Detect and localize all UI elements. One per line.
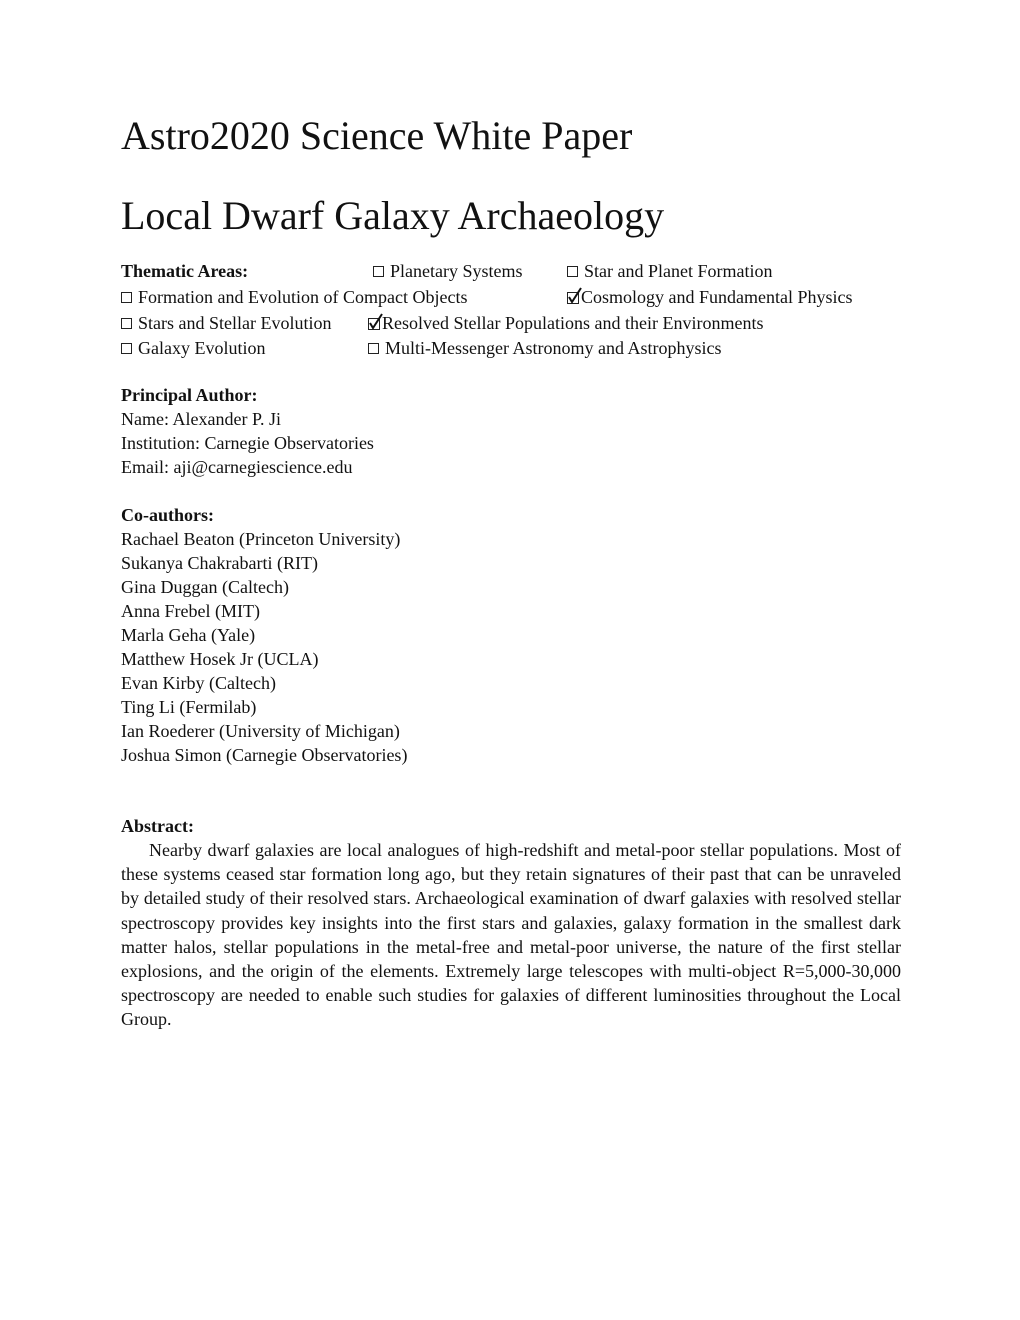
- coauthor-item: Ting Li (Fermilab): [121, 697, 257, 717]
- paper-title: Astro2020 Science White Paper: [121, 113, 633, 158]
- thematic-item-compact-objects[interactable]: Formation and Evolution of Compact Objects: [121, 288, 467, 306]
- coauthor-item: Evan Kirby (Caltech): [121, 673, 276, 693]
- thematic-item-galaxy-evolution[interactable]: Galaxy Evolution: [121, 339, 265, 357]
- principal-author-heading: Principal Author:: [121, 385, 258, 405]
- checkbox-unchecked-icon[interactable]: [373, 266, 384, 277]
- thematic-item-planetary-systems[interactable]: Planetary Systems: [373, 262, 523, 280]
- coauthor-item: Sukanya Chakrabarti (RIT): [121, 553, 318, 573]
- coauthor-item: Gina Duggan (Caltech): [121, 577, 289, 597]
- principal-author-name: Name: Alexander P. Ji: [121, 409, 281, 429]
- coauthor-item: Marla Geha (Yale): [121, 625, 256, 645]
- coauthor-item: Anna Frebel (MIT): [121, 601, 260, 621]
- checkbox-unchecked-icon[interactable]: [121, 292, 132, 303]
- checkbox-checked-icon[interactable]: [368, 316, 382, 330]
- coauthor-item: Matthew Hosek Jr (UCLA): [121, 649, 319, 669]
- coauthors-heading: Co-authors:: [121, 505, 214, 525]
- thematic-item-multi-messenger[interactable]: Multi-Messenger Astronomy and Astrophysics: [368, 339, 721, 357]
- principal-author-email: Email: aji@carnegiescience.edu: [121, 457, 353, 477]
- checkbox-unchecked-icon[interactable]: [368, 343, 379, 354]
- coauthor-item: Ian Roederer (University of Michigan): [121, 721, 400, 741]
- abstract-heading: Abstract:: [121, 816, 194, 836]
- coauthor-item: Rachael Beaton (Princeton University): [121, 529, 401, 549]
- abstract-text: Nearby dwarf galaxies are local analogues of high-redshift and metal-poor stellar populations. Most of these systems ceased star formation long ago, but they retain signatures of their past that can be unraveled by detailed study of their resolved stars. Archaeological examination of dwarf galaxies with resolved stellar spectroscopy provides key insights into the first stars and galaxies, galaxy formation in the smallest dark matter halos, stellar populations in the metal-free and metal-poor universe, the nature of the first stellar explosions, and the origin of the elements. Extremely large telescopes with multi-object R=5,000-30,000 spectroscopy are needed to enable such studies for galaxies of different luminosities throughout the Local Group.: [121, 840, 901, 1030]
- thematic-item-stellar-evolution[interactable]: Stars and Stellar Evolution: [121, 314, 331, 332]
- thematic-areas-label: Thematic Areas:: [121, 261, 249, 281]
- principal-author-section: [121, 383, 374, 479]
- thematic-item-resolved-stellar-populations[interactable]: Resolved Stellar Populations and their Environments: [368, 314, 763, 332]
- coauthors-section: [121, 503, 407, 767]
- checkbox-unchecked-icon[interactable]: [567, 266, 578, 277]
- paper-subtitle: Local Dwarf Galaxy Archaeology: [121, 193, 665, 238]
- checkbox-checked-icon[interactable]: [567, 290, 581, 304]
- coauthor-item: Joshua Simon (Carnegie Observatories): [121, 745, 408, 765]
- checkbox-unchecked-icon[interactable]: [121, 318, 132, 329]
- principal-author-institution: Institution: Carnegie Observatories: [121, 433, 374, 453]
- checkbox-unchecked-icon[interactable]: [121, 343, 132, 354]
- thematic-item-star-planet-formation[interactable]: Star and Planet Formation: [567, 262, 772, 280]
- thematic-item-cosmology[interactable]: Cosmology and Fundamental Physics: [567, 288, 853, 306]
